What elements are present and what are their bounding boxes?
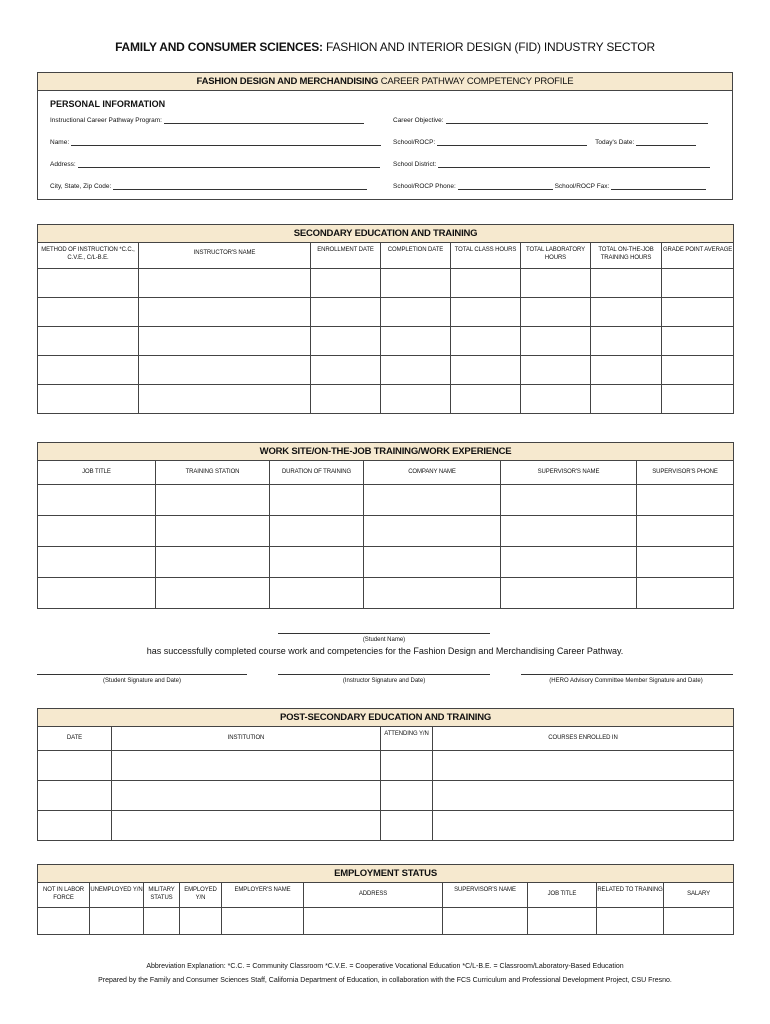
entry-cell[interactable] xyxy=(591,269,662,298)
col-supervisor-phone: SUPERVISOR'S PHONE xyxy=(637,461,734,485)
district-field[interactable] xyxy=(393,161,710,168)
entry-cell[interactable] xyxy=(180,908,222,935)
name-label: Name: xyxy=(50,139,70,146)
fax-label: School/ROCP Fax: xyxy=(554,183,610,190)
instructor-signature-line[interactable] xyxy=(278,674,490,675)
entry-cell[interactable] xyxy=(591,327,662,356)
entry-cell[interactable] xyxy=(270,516,364,547)
entry-cell[interactable] xyxy=(38,547,156,578)
col-emp-supervisor: SUPERVISOR'S NAME xyxy=(443,883,528,908)
col-related: RELATED TO TRAINING xyxy=(597,883,664,908)
program-line[interactable] xyxy=(164,117,364,124)
page-title xyxy=(0,40,770,54)
school-label: School/ROCP: xyxy=(393,139,436,146)
employment-table xyxy=(37,864,734,935)
table-row xyxy=(38,751,734,781)
col-enrollment: ENROLLMENT DATE xyxy=(311,243,381,269)
table-row xyxy=(38,516,734,547)
col-duration: DURATION OF TRAINING xyxy=(270,461,364,485)
entry-cell[interactable] xyxy=(433,751,734,781)
entry-cell[interactable] xyxy=(501,516,637,547)
entry-cell[interactable] xyxy=(38,908,90,935)
student-signature-line[interactable] xyxy=(37,674,247,675)
address-line[interactable] xyxy=(78,161,380,168)
col-training-station: TRAINING STATION xyxy=(156,461,270,485)
col-method: METHOD OF INSTRUCTION *C.C., C.V.E., C/L-B.E. xyxy=(38,243,139,269)
table-row xyxy=(38,485,734,516)
hero-signature-line[interactable] xyxy=(521,674,733,675)
col-address: ADDRESS xyxy=(304,883,443,908)
entry-cell[interactable] xyxy=(637,516,734,547)
table-row xyxy=(38,269,734,298)
district-label: School District: xyxy=(393,161,437,168)
entry-cell[interactable] xyxy=(501,485,637,516)
profile-header xyxy=(38,73,732,91)
col-date: DATE xyxy=(38,727,112,751)
name-line[interactable] xyxy=(71,139,381,146)
entry-cell[interactable] xyxy=(38,356,139,385)
entry-cell[interactable] xyxy=(156,516,270,547)
title-rest: FASHION AND INTERIOR DESIGN (FID) INDUSTRY SECTOR xyxy=(326,40,655,54)
col-job-title: JOB TITLE xyxy=(38,461,156,485)
secondary-education-table xyxy=(37,224,734,414)
student-name-label: (Student Name) xyxy=(362,637,406,643)
school-line[interactable] xyxy=(437,139,587,146)
objective-line[interactable] xyxy=(446,117,708,124)
entry-cell[interactable] xyxy=(637,485,734,516)
entry-cell[interactable] xyxy=(311,327,381,356)
secondary-header: SECONDARY EDUCATION AND TRAINING xyxy=(38,225,734,243)
phone-line[interactable] xyxy=(458,183,553,190)
entry-cell[interactable] xyxy=(38,298,139,327)
hero-signature-label: (HERO Advisory Committee Member Signature and Date) xyxy=(549,678,703,684)
entry-cell[interactable] xyxy=(38,811,112,841)
city-field[interactable] xyxy=(50,183,367,190)
entry-cell[interactable] xyxy=(637,547,734,578)
worksite-table xyxy=(37,442,734,609)
student-signature-label: (Student Signature and Date) xyxy=(102,678,182,684)
entry-cell[interactable] xyxy=(38,578,156,609)
table-row xyxy=(38,547,734,578)
entry-cell[interactable] xyxy=(521,385,591,414)
date-line[interactable] xyxy=(636,139,696,146)
col-employer: EMPLOYER'S NAME xyxy=(222,883,304,908)
instructor-signature-label: (Instructor Signature and Date) xyxy=(342,678,426,684)
phone-label: School/ROCP Phone: xyxy=(393,183,456,190)
entry-cell[interactable] xyxy=(38,516,156,547)
entry-cell[interactable] xyxy=(364,578,501,609)
postsecondary-header: POST-SECONDARY EDUCATION AND TRAINING xyxy=(38,709,734,727)
entry-cell[interactable] xyxy=(38,485,156,516)
entry-cell[interactable] xyxy=(433,811,734,841)
entry-cell[interactable] xyxy=(501,578,637,609)
entry-cell[interactable] xyxy=(38,385,139,414)
fax-line[interactable] xyxy=(611,183,706,190)
entry-cell[interactable] xyxy=(521,327,591,356)
entry-cell[interactable] xyxy=(451,327,521,356)
profile-header-light: CAREER PATHWAY COMPETENCY PROFILE xyxy=(380,76,574,87)
entry-cell[interactable] xyxy=(381,298,451,327)
col-gpa: GRADE POINT AVERAGE xyxy=(662,243,734,269)
entry-cell[interactable] xyxy=(381,327,451,356)
student-name-line[interactable] xyxy=(278,633,490,634)
entry-cell[interactable] xyxy=(311,356,381,385)
entry-cell[interactable] xyxy=(637,578,734,609)
entry-cell[interactable] xyxy=(528,908,597,935)
entry-cell[interactable] xyxy=(381,811,433,841)
entry-cell[interactable] xyxy=(591,356,662,385)
entry-cell[interactable] xyxy=(139,385,311,414)
program-label: Instructional Career Pathway Program: xyxy=(50,117,162,124)
entry-cell[interactable] xyxy=(451,385,521,414)
worksite-header: WORK SITE/ON-THE-JOB TRAINING/WORK EXPERIENCE xyxy=(38,443,734,461)
entry-cell[interactable] xyxy=(364,516,501,547)
city-line[interactable] xyxy=(113,183,367,190)
entry-cell[interactable] xyxy=(112,751,381,781)
entry-cell[interactable] xyxy=(364,547,501,578)
postsecondary-table xyxy=(37,708,734,841)
entry-cell[interactable] xyxy=(304,908,443,935)
personal-information-box xyxy=(37,72,733,200)
worksite-rows xyxy=(38,485,734,609)
col-company: COMPANY NAME xyxy=(364,461,501,485)
employment-rows xyxy=(38,908,734,935)
entry-cell[interactable] xyxy=(139,327,311,356)
personal-information-title: PERSONAL INFORMATION xyxy=(50,99,166,109)
table-row xyxy=(38,811,734,841)
table-row xyxy=(38,385,734,414)
entry-cell[interactable] xyxy=(112,781,381,811)
entry-cell[interactable] xyxy=(38,751,112,781)
objective-label: Career Objective: xyxy=(393,117,444,124)
entry-cell[interactable] xyxy=(156,547,270,578)
entry-cell[interactable] xyxy=(591,298,662,327)
entry-cell[interactable] xyxy=(311,269,381,298)
entry-cell[interactable] xyxy=(156,485,270,516)
entry-cell[interactable] xyxy=(381,751,433,781)
employment-header: EMPLOYMENT STATUS xyxy=(38,865,734,883)
entry-cell[interactable] xyxy=(662,269,734,298)
objective-field[interactable] xyxy=(393,117,708,124)
col-emp-job-title: JOB TITLE xyxy=(528,883,597,908)
col-unemployed: UNEMPLOYED Y/N xyxy=(90,883,144,908)
entry-cell[interactable] xyxy=(156,578,270,609)
entry-cell[interactable] xyxy=(270,547,364,578)
completion-statement: has successfully completed course work and competencies for the Fashion Design and Merchandising Career Pathway. xyxy=(146,646,624,656)
entry-cell[interactable] xyxy=(381,356,451,385)
col-class-hours: TOTAL CLASS HOURS xyxy=(451,243,521,269)
entry-cell[interactable] xyxy=(451,356,521,385)
profile-header-bold: FASHION DESIGN AND MERCHANDISING xyxy=(196,76,379,87)
entry-cell[interactable] xyxy=(381,385,451,414)
entry-cell[interactable] xyxy=(521,356,591,385)
col-not-in-labor: NOT IN LABOR FORCE xyxy=(38,883,90,908)
table-row xyxy=(38,908,734,935)
col-courses: COURSES ENROLLED IN xyxy=(433,727,734,751)
col-institution: INSTITUTION xyxy=(112,727,381,751)
date-label: Today's Date: xyxy=(595,139,635,146)
entry-cell[interactable] xyxy=(662,327,734,356)
abbreviation-explanation: Abbreviation Explanation: *C.C. = Community Classroom *C.V.E. = Cooperative Vocational Education *C/L-B.E. = Classroom/Laboratory-Based Education xyxy=(146,963,624,970)
entry-cell[interactable] xyxy=(112,811,381,841)
entry-cell[interactable] xyxy=(664,908,734,935)
entry-cell[interactable] xyxy=(451,269,521,298)
col-salary: SALARY xyxy=(664,883,734,908)
table-row xyxy=(38,298,734,327)
col-ojt-hours: TOTAL ON-THE-JOB TRAINING HOURS xyxy=(591,243,662,269)
entry-cell[interactable] xyxy=(521,298,591,327)
entry-cell[interactable] xyxy=(38,781,112,811)
program-field[interactable] xyxy=(50,117,364,124)
entry-cell[interactable] xyxy=(662,385,734,414)
title-bold: FAMILY AND CONSUMER SCIENCES: xyxy=(115,40,323,54)
entry-cell[interactable] xyxy=(139,269,311,298)
name-field[interactable] xyxy=(50,139,381,146)
entry-cell[interactable] xyxy=(451,298,521,327)
secondary-rows xyxy=(38,269,734,414)
entry-cell[interactable] xyxy=(662,356,734,385)
col-lab-hours: TOTAL LABORATORY HOURS xyxy=(521,243,591,269)
entry-cell[interactable] xyxy=(381,269,451,298)
phone-field[interactable] xyxy=(393,183,706,190)
table-row xyxy=(38,578,734,609)
col-military: MILITARY STATUS xyxy=(144,883,180,908)
entry-cell[interactable] xyxy=(38,327,139,356)
prepared-by: Prepared by the Family and Consumer Sciences Staff, California Department of Education, in collaboration with the FCS Curriculum and Professional Development Project, CSU Fresno. xyxy=(98,977,672,984)
entry-cell[interactable] xyxy=(90,908,144,935)
table-row xyxy=(38,356,734,385)
entry-cell[interactable] xyxy=(433,781,734,811)
entry-cell[interactable] xyxy=(311,298,381,327)
entry-cell[interactable] xyxy=(662,298,734,327)
entry-cell[interactable] xyxy=(139,356,311,385)
table-row xyxy=(38,781,734,811)
col-completion: COMPLETION DATE xyxy=(381,243,451,269)
address-label: Address: xyxy=(50,161,76,168)
entry-cell[interactable] xyxy=(591,385,662,414)
col-attending: ATTENDING Y/N xyxy=(381,727,433,751)
entry-cell[interactable] xyxy=(38,269,139,298)
postsecondary-rows xyxy=(38,751,734,841)
col-instructor: INSTRUCTOR'S NAME xyxy=(139,243,311,269)
entry-cell[interactable] xyxy=(311,385,381,414)
district-line[interactable] xyxy=(438,161,710,168)
school-field[interactable] xyxy=(393,139,696,146)
address-field[interactable] xyxy=(50,161,380,168)
col-employed: EMPLOYED Y/N xyxy=(180,883,222,908)
entry-cell[interactable] xyxy=(443,908,528,935)
entry-cell[interactable] xyxy=(144,908,180,935)
entry-cell[interactable] xyxy=(501,547,637,578)
col-supervisor-name: SUPERVISOR'S NAME xyxy=(501,461,637,485)
entry-cell[interactable] xyxy=(270,578,364,609)
city-label: City, State, Zip Code: xyxy=(50,183,112,190)
table-row xyxy=(38,327,734,356)
entry-cell[interactable] xyxy=(521,269,591,298)
entry-cell[interactable] xyxy=(364,485,501,516)
entry-cell[interactable] xyxy=(381,781,433,811)
entry-cell[interactable] xyxy=(222,908,304,935)
entry-cell[interactable] xyxy=(270,485,364,516)
entry-cell[interactable] xyxy=(139,298,311,327)
entry-cell[interactable] xyxy=(597,908,664,935)
